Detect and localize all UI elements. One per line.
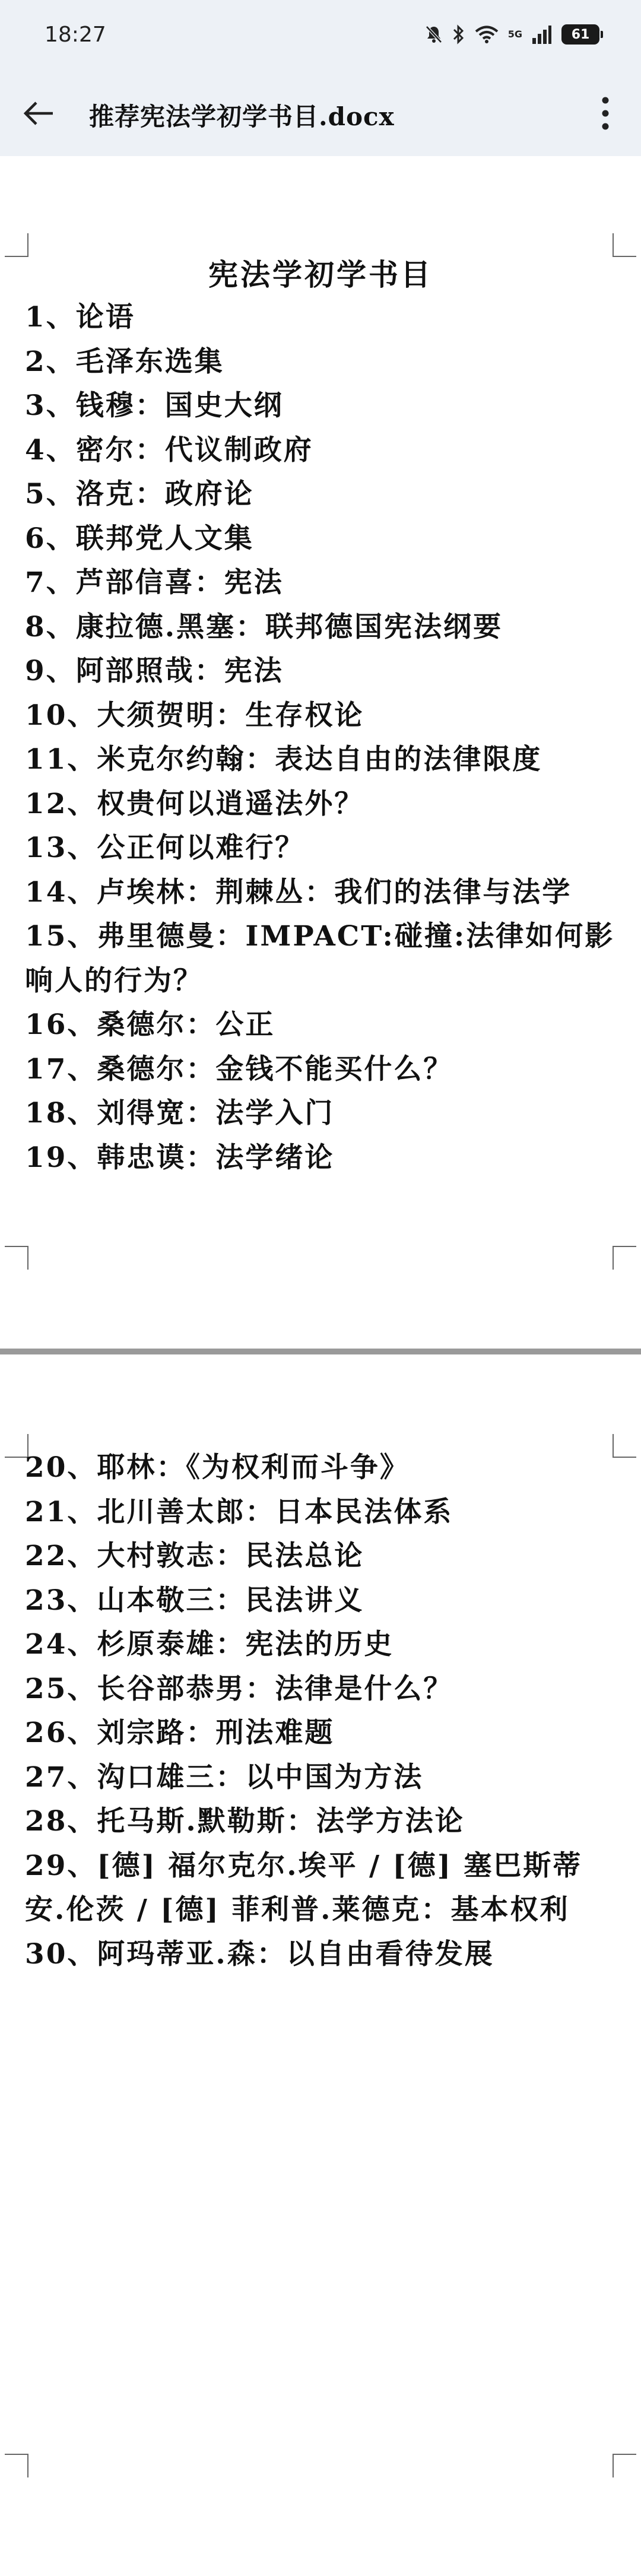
app-bar <box>0 70 641 156</box>
list-item: 15、弗里德曼：IMPACT:碰撞:法律如何影响人的行为？ <box>25 920 615 997</box>
document-page-1[interactable] <box>0 156 641 1340</box>
battery-level: 61 <box>571 27 590 42</box>
mute-bell-icon <box>425 25 443 44</box>
list-item: 25、长谷部恭男：法律是什么？ <box>25 1672 453 1705</box>
document-heading: 宪法学初学书目 <box>208 257 433 292</box>
page-corner-mark <box>5 2454 28 2477</box>
document-title: 推荐宪法学初学书目.docx <box>89 102 395 131</box>
status-bar <box>0 0 641 70</box>
list-item: 23、山本敬三：民法讲义 <box>25 1584 364 1617</box>
list-item: 29、[德] 福尔克尔.埃平 / [德] 塞巴斯蒂安.伦茨 / [德] 菲利普.莱德克：基本权利 <box>25 1849 583 1926</box>
list-item: 28、托马斯.默勒斯：法学方法论 <box>25 1805 465 1838</box>
network-type-label: 5G <box>507 28 522 40</box>
list-item: 7、芦部信喜：宪法 <box>25 566 284 599</box>
list-item: 18、刘得宽：法学入门 <box>25 1097 335 1130</box>
list-item: 13、公正何以难行？ <box>25 832 305 864</box>
list-item: 2、毛泽东选集 <box>25 345 224 378</box>
page-corner-mark <box>613 2454 636 2477</box>
list-item: 4、密尔：代议制政府 <box>25 433 313 467</box>
arrow-left-icon <box>22 100 55 126</box>
list-item: 20、耶林：《为权利而斗争》 <box>25 1451 410 1484</box>
list-item: 12、权贵何以逍遥法外？ <box>25 787 364 820</box>
list-item: 5、洛克：政府论 <box>25 478 254 510</box>
list-item: 19、韩忠谟：法学绪论 <box>25 1141 335 1174</box>
list-item: 1、论语 <box>25 301 135 334</box>
signal-icon <box>532 25 552 44</box>
battery-icon <box>561 24 599 45</box>
list-item: 22、大村敦志：民法总论 <box>25 1540 364 1572</box>
list-item: 6、联邦党人文集 <box>25 522 254 555</box>
more-vertical-icon <box>601 96 610 131</box>
list-item: 21、北川善太郎：日本民法体系 <box>25 1495 453 1528</box>
status-icons <box>425 21 599 47</box>
bluetooth-icon <box>452 24 465 45</box>
list-item: 16、桑德尔：公正 <box>25 1008 275 1041</box>
document-page-2[interactable] <box>0 1369 641 2576</box>
page-break <box>0 1340 641 1369</box>
back-button[interactable] <box>18 93 59 134</box>
list-item: 10、大须贺明：生存权论 <box>25 699 364 732</box>
more-options-button[interactable] <box>588 93 623 134</box>
list-item: 14、卢埃林：荆棘丛：我们的法律与法学 <box>25 875 572 909</box>
list-item: 9、阿部照哉：宪法 <box>25 655 284 687</box>
list-item: 11、米克尔约翰：表达自由的法律限度 <box>25 743 542 776</box>
status-time: 18:27 <box>45 23 106 47</box>
page-corner-mark <box>613 1246 636 1270</box>
book-list-part-1 <box>25 296 618 1180</box>
list-item: 17、桑德尔：金钱不能买什么？ <box>25 1052 453 1086</box>
list-item: 26、刘宗路：刑法难题 <box>25 1717 335 1749</box>
list-item: 3、钱穆：国史大纲 <box>25 389 284 422</box>
list-item: 27、沟口雄三：以中国为方法 <box>25 1760 424 1794</box>
wifi-icon <box>475 25 499 44</box>
book-list-part-2 <box>25 1446 618 1977</box>
list-item: 8、康拉德.黑塞：联邦德国宪法纲要 <box>25 610 503 643</box>
list-item: 30、阿玛蒂亚.森：以自由看待发展 <box>25 1937 494 1971</box>
page-corner-mark <box>5 1246 28 1270</box>
list-item: 24、杉原泰雄：宪法的历史 <box>25 1628 394 1661</box>
